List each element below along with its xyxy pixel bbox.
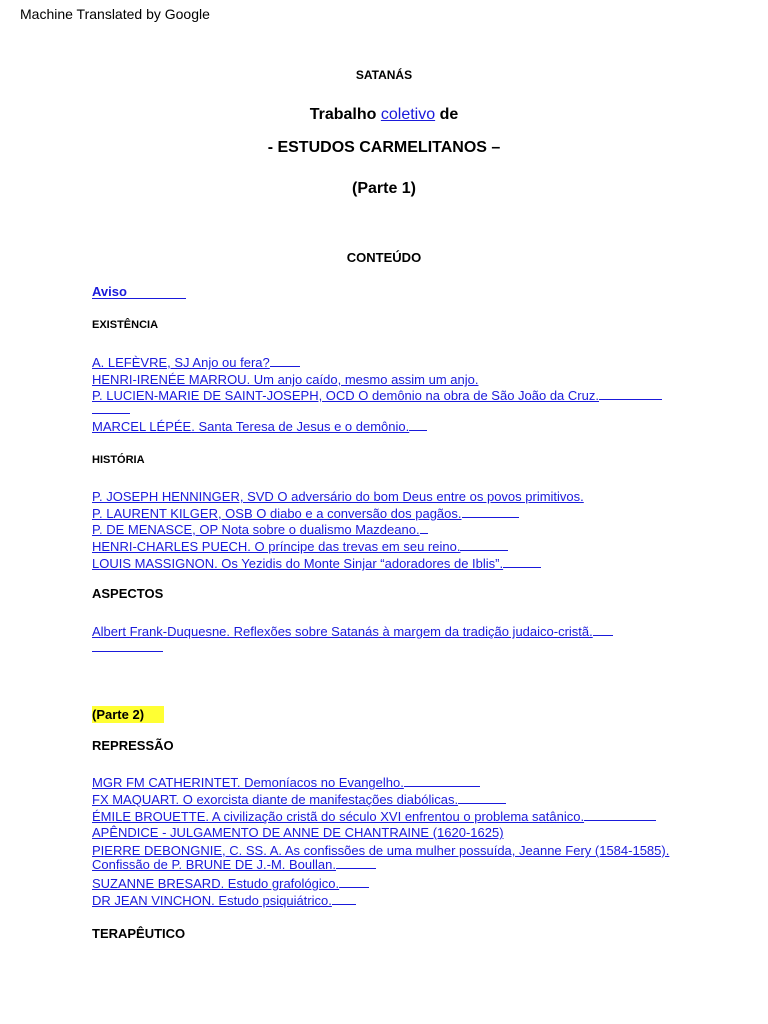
section-historia: HISTÓRIA (92, 454, 145, 466)
toc-link-frank-duquesne-underline (92, 651, 163, 652)
toc-link-debongnie[interactable]: PIERRE DEBONGNIE, C. SS. A. As confissões de uma mulher possuída, Jeanne Fery (1584-1585). (92, 843, 670, 858)
toc-link-vinchon[interactable]: DR JEAN VINCHON. Estudo psiquiátrico. (92, 892, 356, 909)
toc-link-puech[interactable]: HENRI-CHARLES PUECH. O príncipe das trevas em seu reino. (92, 538, 508, 555)
toc-link-maquart[interactable]: FX MAQUART. O exorcista diante de manifestações diabólicas. (92, 791, 506, 808)
section-existencia: EXISTÊNCIA (92, 319, 159, 331)
contents-heading: CONTEÚDO (346, 250, 422, 265)
part-one-label: (Parte 1) (351, 180, 417, 197)
toc-link-brouette[interactable]: ÉMILE BROUETTE. A civilização cristã do século XVI enfrentou o problema satânico. (92, 808, 656, 825)
notice-link[interactable]: Aviso (92, 284, 127, 299)
toc-link-bresard[interactable]: SUZANNE BRESARD. Estudo grafológico. (92, 875, 369, 892)
toc-link-apendice[interactable]: APÊNDICE - JULGAMENTO DE ANNE DE CHANTRAINE (1620-1625) (92, 825, 504, 840)
toc-link-brune[interactable]: Confissão de P. BRUNE DE J.-M. Boullan. (92, 856, 376, 873)
section-repressao: REPRESSÃO (92, 738, 174, 753)
toc-link-frank-duquesne[interactable]: Albert Frank-Duquesne. Reflexões sobre Satanás à margem da tradição judaico-cristã. (92, 623, 613, 640)
toc-link-henninger[interactable]: P. JOSEPH HENNINGER, SVD O adversário do bom Deus entre os povos primitivos. (92, 489, 584, 504)
part-two-label: (Parte 2) (92, 706, 164, 723)
toc-link-kilger[interactable]: P. LAURENT KILGER, OSB O diabo e a conversão dos pagãos. (92, 505, 519, 522)
toc-link-massignon[interactable]: LOUIS MASSIGNON. Os Yezidis do Monte Sinjar “adoradores de Iblis”. (92, 555, 541, 572)
document-title: SATANÁS (355, 68, 413, 82)
section-aspectos: ASPECTOS (92, 586, 164, 601)
work-line (0, 106, 768, 124)
work-suffix: de (439, 106, 459, 123)
toc-link-lefevre[interactable]: A. LEFÈVRE, SJ Anjo ou fera? (92, 354, 300, 371)
work-prefix: Trabalho (309, 106, 377, 123)
toc-link-saint-joseph-underline (92, 413, 130, 414)
notice-link-underline (92, 298, 186, 299)
machine-translation-banner: Machine Translated by Google (20, 6, 210, 22)
section-terapeutico: TERAPÊUTICO (92, 926, 186, 941)
toc-link-saint-joseph[interactable]: P. LUCIEN-MARIE DE SAINT-JOSEPH, OCD O demônio na obra de São João da Cruz. (92, 387, 662, 404)
toc-link-lepee[interactable]: MARCEL LÉPÉE. Santa Teresa de Jesus e o demônio. (92, 418, 427, 435)
toc-link-marrou[interactable]: HENRI-IRENÉE MARROU. Um anjo caído, mesmo assim um anjo. (92, 372, 479, 387)
toc-link-menasce[interactable]: P. DE MENASCE, OP Nota sobre o dualismo Mazdeano. (92, 521, 428, 538)
series-title: - ESTUDOS CARMELITANOS – (267, 139, 501, 156)
work-link[interactable]: coletivo (380, 106, 436, 123)
toc-link-catherintet[interactable]: MGR FM CATHERINTET. Demoníacos no Evangelho. (92, 774, 480, 791)
